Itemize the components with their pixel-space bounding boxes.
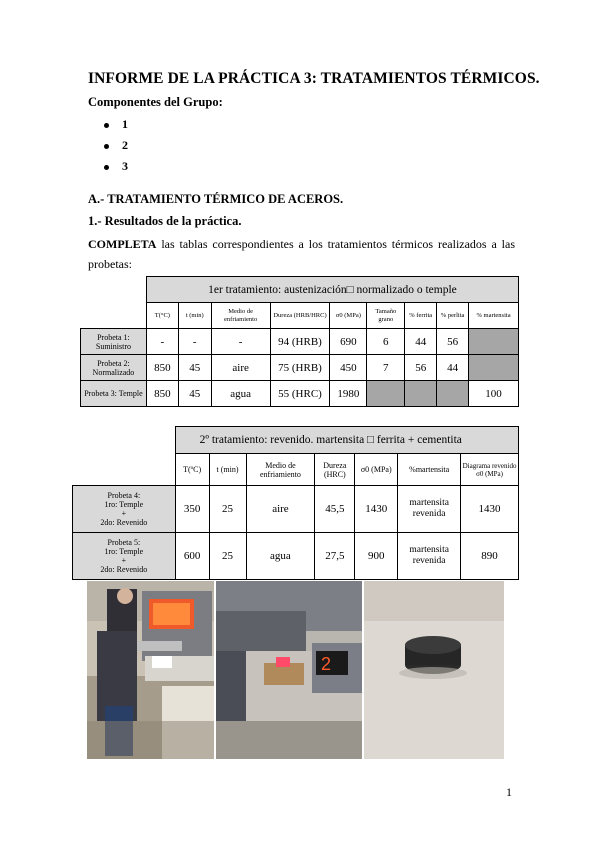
row-label: Probeta 3: Temple	[81, 381, 147, 407]
display-digit: 2	[321, 654, 332, 674]
bullet-icon	[104, 165, 109, 170]
list-item: 1	[104, 117, 128, 132]
section-heading-a: A.- TRATAMIENTO TÉRMICO DE ACEROS.	[88, 192, 344, 206]
furnace-photo-illustration	[87, 581, 214, 759]
photo-sample	[216, 581, 362, 759]
row-label: Probeta 2: Normalizado	[81, 355, 147, 381]
table1-title: 1er tratamiento: austenización□ normalizado o temple	[146, 277, 518, 303]
table-row: Probeta 5: 1ro: Temple + 2do: Revenido 600 25 agua 27,5 900 martensita revenida 890	[73, 533, 519, 580]
sample-photo-illustration	[216, 581, 362, 759]
table-row: Probeta 1: Suministro - - - 94 (HRB) 690 6 44 56	[81, 329, 519, 355]
bullet-icon	[104, 144, 109, 149]
table-header: σ0 (MPa)	[330, 303, 367, 329]
table-header: % martensita	[469, 303, 519, 329]
table-header: σ0 (MPa)	[355, 454, 398, 486]
photo-specimen	[364, 581, 504, 759]
group-heading: Componentes del Grupo:	[88, 95, 223, 109]
table-header: % perlita	[437, 303, 469, 329]
section-heading-1: 1.- Resultados de la práctica.	[88, 214, 242, 228]
table-header: Dureza (HRB/HRC)	[270, 303, 330, 329]
table-header: Tamaño grano	[367, 303, 405, 329]
row-label: Probeta 5: 1ro: Temple + 2do: Revenido	[73, 533, 176, 580]
table-row: Probeta 3: Temple 850 45 agua 55 (HRC) 1980 100	[81, 381, 519, 407]
table-header: Medio de enfriamiento	[211, 303, 270, 329]
table-header-row	[81, 303, 519, 329]
list-item: 2	[104, 138, 128, 153]
table-header: t (min)	[178, 303, 211, 329]
table-first-treatment	[80, 276, 519, 407]
table-header: % ferrita	[405, 303, 437, 329]
table-header: Dureza (HRC)	[315, 454, 355, 486]
table-second-treatment	[72, 426, 519, 580]
table-header: T(°C)	[146, 303, 178, 329]
instruction-paragraph: COMPLETA las tablas correspondientes a los tratamientos térmicos realizados a las probetas:	[88, 237, 515, 271]
table-header: Diagrama revenido σ0 (MPa)	[461, 454, 519, 486]
specimen-photo-illustration	[364, 581, 504, 759]
table2-title: 2º tratamiento: revenido. martensita □ ferrita + cementita	[175, 427, 518, 454]
table-header: t (min)	[209, 454, 246, 486]
row-label: Probeta 1: Suministro	[81, 329, 147, 355]
page-title: INFORME DE LA PRÁCTICA 3: TRATAMIENTOS TÉRMICOS.	[88, 70, 540, 87]
photo-furnace	[87, 581, 214, 759]
table-header: T(ºC)	[175, 454, 209, 486]
table-header: Medio de enfriamiento	[246, 454, 315, 486]
list-item: 3	[104, 159, 128, 174]
page-number: 1	[506, 785, 512, 799]
row-label: Probeta 4: 1ro: Temple + 2do: Revenido	[73, 486, 176, 533]
bullet-icon	[104, 123, 109, 128]
table-row: Probeta 2: Normalizado 850 45 aire 75 (HRB) 450 7 56 44	[81, 355, 519, 381]
table-row: Probeta 4: 1ro: Temple + 2do: Revenido 350 25 aire 45,5 1430 martensita revenida 1430	[73, 486, 519, 533]
table-header: %martensita	[398, 454, 461, 486]
table-header-row	[73, 454, 519, 486]
